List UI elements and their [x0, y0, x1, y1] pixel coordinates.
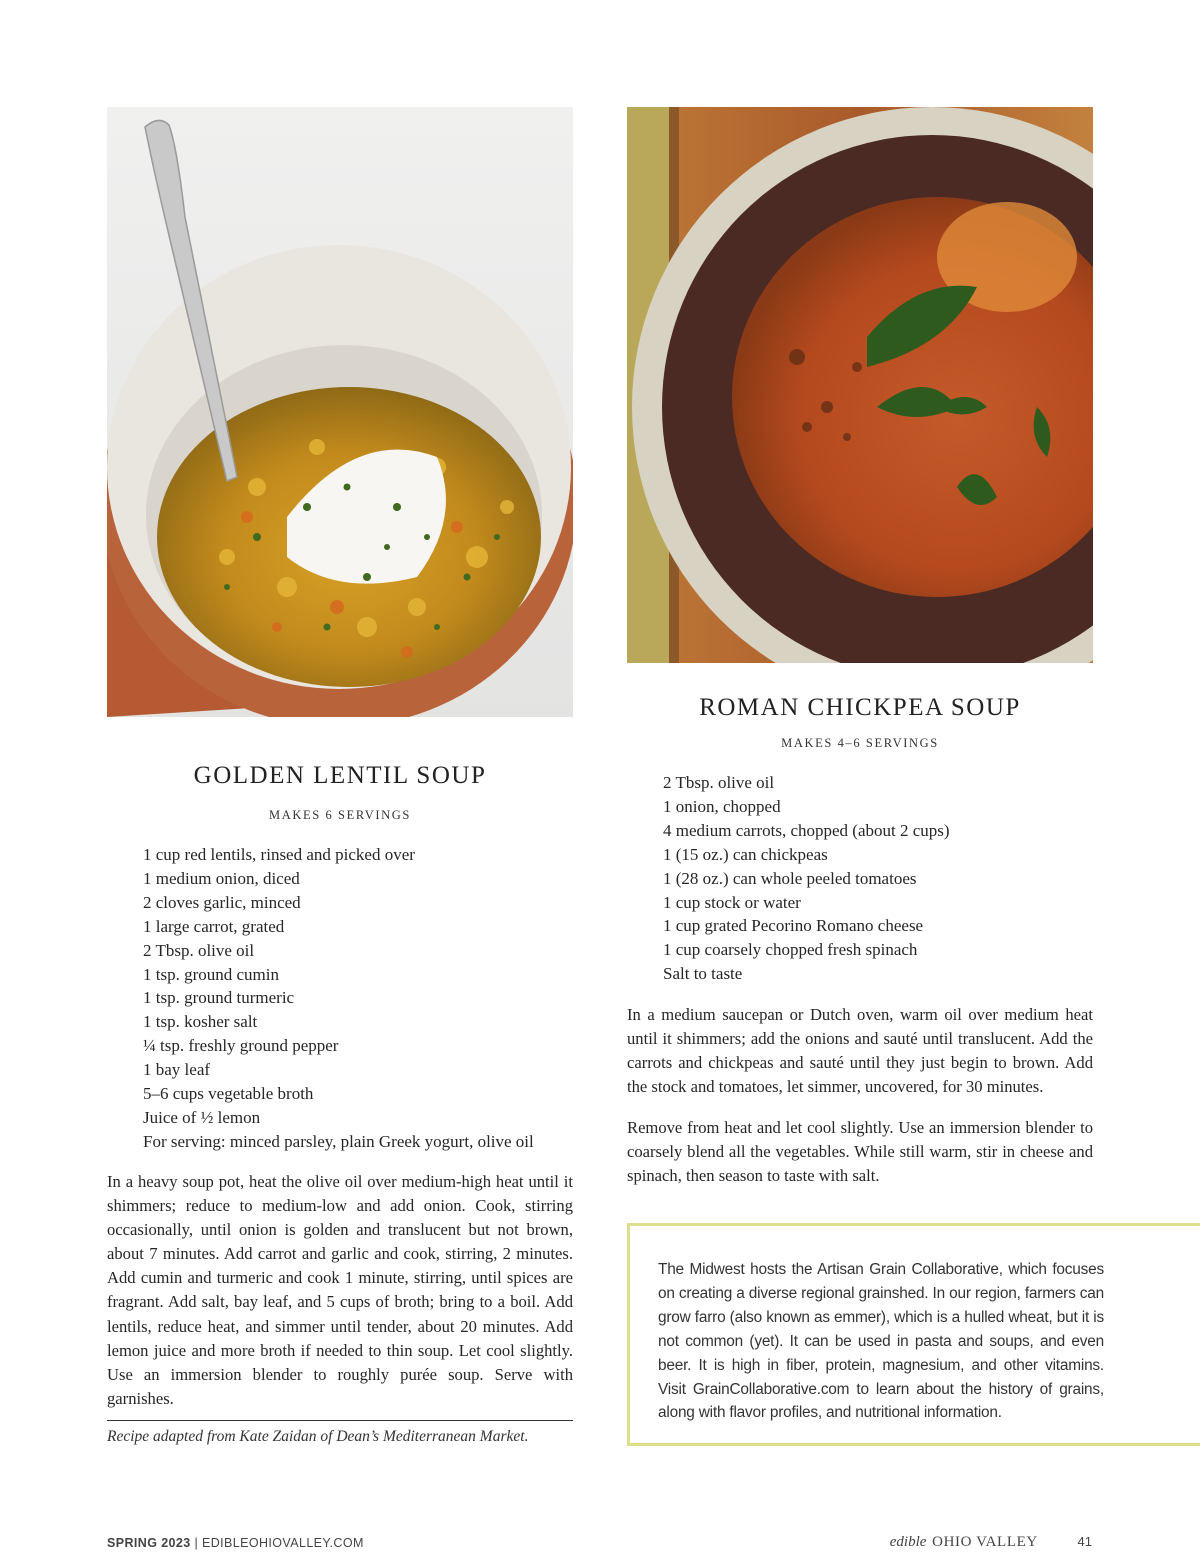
recipe-credit: Recipe adapted from Kate Zaidan of Dean’s Mediterranean Market.: [107, 1428, 529, 1445]
sidebar-text: The Midwest hosts the Artisan Grain Collaborative, which focuses on creating a diverse regional grainshed. In our region, farmers can grow farro (also known as emmer), which is a hulled wheat, but it is not common (yet). It can be used in pasta and soups, and even beer. It is high in fiber, protein, magnesium, and other vitamins. Visit GrainCollaborative.com to learn about the history of grains, along with flavor profiles, and nutritional information.: [658, 1261, 1104, 1422]
roman-chickpea-soup-method-step-1: In a medium saucepan or Dutch oven, warm oil over medium heat until it shimmers; add the onions and sauté until translucent. Add the carrots and chickpeas and sauté until they just begin to brown. Add the stock and tomatoes, let simmer, uncovered, for 30 minutes.: [627, 1005, 1093, 1097]
footer-brand: edible: [889, 1534, 927, 1550]
ingredient-item: 2 cloves garlic, minced: [143, 892, 301, 912]
footer-separator: |: [194, 1536, 199, 1550]
ingredient-item: For serving: minced parsley, plain Greek yogurt, olive oil: [143, 1131, 534, 1151]
roman-chickpea-soup-method-step-2: Remove from heat and let cool slightly. Use an immersion blender to coarsely blend all the vegetables. While still warm, stir in cheese and spinach, then season to taste with salt.: [627, 1118, 1093, 1186]
footer-site: EDIBLEOHIOVALLEY.COM: [202, 1536, 364, 1550]
ingredient-item: 1 cup coarsely chopped fresh spinach: [663, 940, 918, 960]
page-number: 41: [1077, 1534, 1092, 1549]
chickpea-soup-illustration: [627, 107, 1093, 663]
roman-chickpea-soup-photo: [627, 107, 1093, 663]
ingredient-item: 4 medium carrots, chopped (about 2 cups): [663, 820, 950, 840]
golden-lentil-soup-photo: [107, 107, 573, 717]
credit-divider: [107, 1420, 573, 1421]
ingredient-item: 1 cup stock or water: [663, 892, 801, 912]
ingredient-item: 1 bay leaf: [143, 1060, 211, 1080]
ingredient-item: 1 (28 oz.) can whole peeled tomatoes: [663, 868, 917, 888]
roman-chickpea-soup-ingredients: [663, 771, 1103, 986]
ingredient-item: 1 large carrot, grated: [143, 916, 285, 936]
ingredient-item: 1 tsp. kosher salt: [143, 1012, 258, 1032]
ingredient-item: 2 Tbsp. olive oil: [663, 773, 775, 792]
golden-lentil-soup-servings: MAKES 6 SERVINGS: [269, 808, 411, 822]
ingredient-item: Salt to taste: [663, 964, 743, 984]
ingredient-item: 5–6 cups vegetable broth: [143, 1084, 314, 1104]
ingredient-item: Juice of ½ lemon: [143, 1107, 261, 1127]
roman-chickpea-soup-title: ROMAN CHICKPEA SOUP: [699, 694, 1021, 721]
ingredient-item: 2 Tbsp. olive oil: [143, 940, 255, 960]
ingredient-item: 1 medium onion, diced: [143, 868, 300, 888]
grain-collaborative-sidebar: [627, 1223, 1200, 1446]
footer-publication-name: OHIO VALLEY: [932, 1534, 1038, 1550]
golden-lentil-soup-title: GOLDEN LENTIL SOUP: [193, 762, 487, 789]
footer-issue: [107, 1536, 364, 1550]
ingredient-item: 1 tsp. ground turmeric: [143, 988, 295, 1008]
lentil-soup-illustration: [107, 107, 573, 717]
ingredient-item: 1 (15 oz.) can chickpeas: [663, 844, 828, 864]
golden-lentil-soup-method: In a heavy soup pot, heat the olive oil over medium-high heat until it shimmers; reduce to medium-low and add onion. Cook, stirring occasionally, until onion is golden and translucent but not brown, about 7 minutes. Add carrot and garlic and cook, stirring, 2 minutes. Add cumin and turmeric and cook 1 minute, stirring, until spices are fragrant. Add salt, bay leaf, and 5 cups of broth; bring to a boil. Add lentils, reduce heat, and simmer until tender, about 20 minutes. Add lemon juice and more broth if needed to thin soup. Let cool slightly. Use an immersion blender to roughly purée soup. Serve with garnishes.: [107, 1172, 573, 1408]
ingredient-item: 1 cup red lentils, rinsed and picked over: [143, 845, 415, 864]
roman-chickpea-soup-servings: MAKES 4–6 SERVINGS: [781, 736, 939, 750]
footer-publication: [890, 1534, 1092, 1551]
ingredient-item: 1 cup grated Pecorino Romano cheese: [663, 916, 924, 936]
footer-season: SPRING 2023: [107, 1536, 191, 1550]
ingredient-item: ¼ tsp. freshly ground pepper: [143, 1036, 339, 1056]
golden-lentil-soup-ingredients: [143, 843, 583, 1154]
ingredient-item: 1 onion, chopped: [663, 796, 781, 816]
ingredient-item: 1 tsp. ground cumin: [143, 964, 279, 984]
